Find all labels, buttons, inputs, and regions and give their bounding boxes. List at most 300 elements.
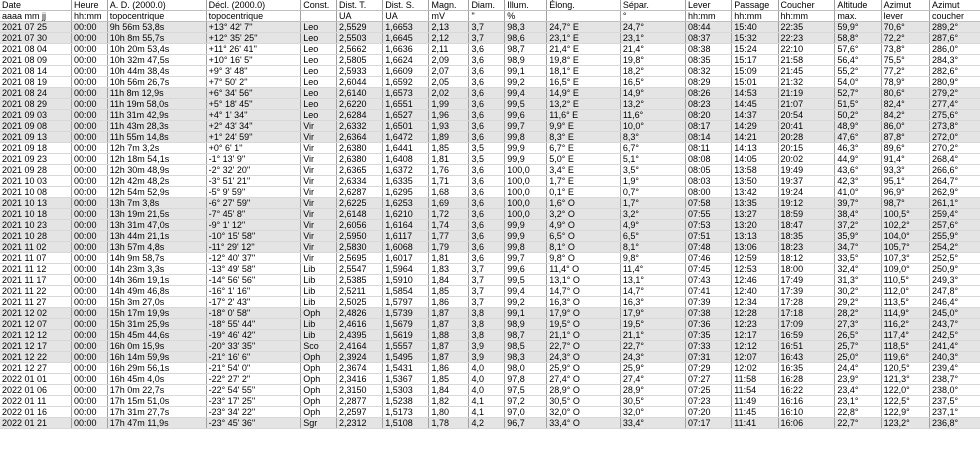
table-cell: 3,9	[469, 341, 505, 352]
table-cell: -11° 29' 12''	[206, 242, 301, 253]
table-cell: 254,2°	[929, 242, 980, 253]
table-row[interactable]	[0, 176, 980, 187]
table-cell: 12h 7m 3,2s	[107, 143, 206, 154]
table-cell: 24,7°	[620, 22, 685, 33]
table-cell: Vir	[301, 253, 337, 264]
table-cell: 00:00	[72, 132, 108, 143]
column-header[interactable]: Dist. S.	[383, 0, 429, 11]
table-cell: 3,7	[469, 297, 505, 308]
table-cell: Vir	[301, 143, 337, 154]
table-cell: 1,87	[429, 341, 469, 352]
table-cell: 11,6° E	[547, 110, 621, 121]
table-cell: 00:00	[72, 363, 108, 374]
table-cell: Leo	[301, 110, 337, 121]
table-cell: 99,7	[505, 253, 547, 264]
table-cell: 18:12	[778, 253, 835, 264]
table-row[interactable]	[0, 132, 980, 143]
column-unit: hh:mm	[732, 11, 778, 22]
table-cell: 1,9°	[620, 176, 685, 187]
table-row[interactable]	[0, 275, 980, 286]
table-cell: Lib	[301, 330, 337, 341]
table-cell: 00:00	[72, 99, 108, 110]
table-cell: 252,5°	[929, 253, 980, 264]
table-cell: 21:58	[778, 55, 835, 66]
table-cell: +2° 43' 34''	[206, 121, 301, 132]
table-cell: 12:34	[732, 297, 778, 308]
table-cell: 12:40	[732, 286, 778, 297]
table-cell: 07:48	[686, 242, 732, 253]
table-cell: 2,11	[429, 44, 469, 55]
table-cell: 00:00	[72, 374, 108, 385]
column-header[interactable]: Passage	[732, 0, 778, 11]
table-cell: Vir	[301, 209, 337, 220]
table-cell: 1,77	[429, 231, 469, 242]
table-cell: 97,2	[505, 396, 547, 407]
table-row[interactable]	[0, 253, 980, 264]
table-cell: 2021 10 18	[0, 209, 72, 220]
column-header[interactable]: Heure	[72, 0, 108, 11]
table-cell: 12:07	[732, 352, 778, 363]
table-cell: 2021 09 23	[0, 154, 72, 165]
table-cell: 12:17	[732, 330, 778, 341]
table-cell: 25,9° O	[547, 363, 621, 374]
table-cell: 07:20	[686, 407, 732, 418]
table-cell: 08:44	[686, 22, 732, 33]
table-cell: Vir	[301, 187, 337, 198]
table-cell: 3,6	[469, 55, 505, 66]
table-cell: 07:36	[686, 319, 732, 330]
table-cell: 38,4°	[835, 209, 881, 220]
table-cell: 99,8	[505, 242, 547, 253]
table-cell: 270,2°	[929, 143, 980, 154]
column-header[interactable]: Coucher	[778, 0, 835, 11]
table-cell: 44,9°	[835, 154, 881, 165]
table-cell: 102,2°	[881, 220, 929, 231]
table-row[interactable]	[0, 418, 980, 429]
column-header[interactable]: Lever	[686, 0, 732, 11]
table-cell: 17:39	[778, 286, 835, 297]
table-cell: 32,0°	[620, 407, 685, 418]
table-cell: 47,6°	[835, 132, 881, 143]
table-cell: 2,6220	[336, 99, 382, 110]
table-cell: Oph	[301, 396, 337, 407]
table-cell: 21:07	[778, 99, 835, 110]
table-cell: 1,6068	[383, 242, 429, 253]
table-cell: 23,1°	[620, 33, 685, 44]
table-row[interactable]	[0, 187, 980, 198]
table-cell: 51,5°	[835, 99, 881, 110]
table-cell: 4,2	[469, 418, 505, 429]
table-cell: +5° 18' 45''	[206, 99, 301, 110]
table-cell: 2,09	[429, 55, 469, 66]
table-cell: 2,3416	[336, 374, 382, 385]
table-cell: 14,7°	[620, 286, 685, 297]
table-cell: 2022 01 11	[0, 396, 72, 407]
table-row[interactable]	[0, 143, 980, 154]
table-cell: 99,9	[505, 154, 547, 165]
table-cell: -21° 54' 0''	[206, 363, 301, 374]
table-cell: 00:00	[72, 44, 108, 55]
table-cell: 14:05	[732, 154, 778, 165]
table-cell: 1,6° O	[547, 198, 621, 209]
table-row[interactable]	[0, 242, 980, 253]
table-cell: -19° 46' 42''	[206, 330, 301, 341]
table-cell: 14h 9m 58,7s	[107, 253, 206, 264]
table-row[interactable]	[0, 99, 980, 110]
table-row[interactable]	[0, 220, 980, 231]
table-cell: 08:11	[686, 143, 732, 154]
column-header[interactable]: Décl. (2000.0)	[206, 0, 301, 11]
table-row[interactable]	[0, 154, 980, 165]
table-cell: 15h 45m 44,6s	[107, 330, 206, 341]
table-cell: 15:17	[732, 55, 778, 66]
table-row[interactable]	[0, 341, 980, 352]
column-header[interactable]: Azimut	[881, 0, 929, 11]
table-cell: 289,2°	[929, 22, 980, 33]
table-cell: 17h 15m 51,0s	[107, 396, 206, 407]
table-cell: 1,84	[429, 275, 469, 286]
table-cell: 1,6117	[383, 231, 429, 242]
table-cell: 13h 31m 47,0s	[107, 220, 206, 231]
table-cell: 00:00	[72, 253, 108, 264]
table-body	[0, 22, 980, 429]
table-cell: 3,6	[469, 132, 505, 143]
table-cell: 21,1° O	[547, 330, 621, 341]
table-cell: -3° 51' 21''	[206, 176, 301, 187]
table-cell: 1,85	[429, 143, 469, 154]
table-cell: 17:18	[778, 308, 835, 319]
table-row[interactable]	[0, 209, 980, 220]
table-row[interactable]	[0, 286, 980, 297]
table-cell: 14h 49m 46,8s	[107, 286, 206, 297]
table-cell: 2,2597	[336, 407, 382, 418]
table-cell: 110,5°	[881, 275, 929, 286]
table-cell: 1,5557	[383, 341, 429, 352]
table-cell: 17h 0m 22,7s	[107, 385, 206, 396]
table-cell: 00:00	[72, 220, 108, 231]
table-cell: 3,6	[469, 77, 505, 88]
table-cell: 1,5964	[383, 264, 429, 275]
table-cell: 2,6287	[336, 187, 382, 198]
table-cell: 13h 57m 4,8s	[107, 242, 206, 253]
table-cell: 48,9°	[835, 121, 881, 132]
table-cell: 2021 12 02	[0, 308, 72, 319]
table-cell: 00:00	[72, 22, 108, 33]
table-cell: -16° 1' 16''	[206, 286, 301, 297]
table-row[interactable]	[0, 352, 980, 363]
table-cell: 07:39	[686, 297, 732, 308]
table-row[interactable]	[0, 66, 980, 77]
table-cell: 24,3°	[620, 352, 685, 363]
table-cell: 238,7°	[929, 374, 980, 385]
table-cell: 17:28	[778, 297, 835, 308]
table-cell: 122,9°	[881, 407, 929, 418]
table-cell: 2021 10 28	[0, 231, 72, 242]
table-row[interactable]	[0, 88, 980, 99]
table-cell: 2,6380	[336, 143, 382, 154]
table-cell: 1,5739	[383, 308, 429, 319]
table-cell: 2021 08 04	[0, 44, 72, 55]
table-cell: 2,5211	[336, 286, 382, 297]
table-cell: 1,85	[429, 286, 469, 297]
table-cell: 279,2°	[929, 88, 980, 99]
table-cell: 78,9°	[881, 77, 929, 88]
table-cell: 07:31	[686, 352, 732, 363]
table-cell: 25,0°	[835, 352, 881, 363]
table-cell: -5° 9' 59''	[206, 187, 301, 198]
column-header[interactable]: Magn.	[429, 0, 469, 11]
table-cell: 1,72	[429, 209, 469, 220]
table-cell: +7° 50' 2''	[206, 77, 301, 88]
table-cell: 286,0°	[929, 44, 980, 55]
table-cell: 00:00	[72, 231, 108, 242]
table-cell: 259,4°	[929, 209, 980, 220]
table-cell: -1° 13' 9''	[206, 154, 301, 165]
table-cell: 99,4	[505, 88, 547, 99]
table-cell: -21° 16' 6''	[206, 352, 301, 363]
column-header[interactable]: Const.	[301, 0, 337, 11]
table-row[interactable]	[0, 374, 980, 385]
table-row[interactable]	[0, 22, 980, 33]
table-cell: 22,8°	[835, 407, 881, 418]
table-row[interactable]	[0, 165, 980, 176]
table-cell: 98,3	[505, 352, 547, 363]
table-cell: 2022 01 21	[0, 418, 72, 429]
table-cell: 2,3150	[336, 385, 382, 396]
column-unit: topocentrique	[107, 11, 206, 22]
table-cell: 17h 47m 11,9s	[107, 418, 206, 429]
table-row[interactable]	[0, 264, 980, 275]
table-cell: 22:10	[778, 44, 835, 55]
table-row[interactable]	[0, 55, 980, 66]
table-cell: 2,6148	[336, 209, 382, 220]
table-row[interactable]	[0, 308, 980, 319]
table-cell: 20:02	[778, 154, 835, 165]
table-cell: 99,6	[505, 264, 547, 275]
column-unit: hh:mm	[778, 11, 835, 22]
table-cell: 2021 09 18	[0, 143, 72, 154]
table-cell: 2,05	[429, 77, 469, 88]
table-cell: 15h 31m 25,9s	[107, 319, 206, 330]
table-cell: 13h 7m 3,8s	[107, 198, 206, 209]
table-row[interactable]	[0, 407, 980, 418]
table-cell: +12° 35' 25''	[206, 33, 301, 44]
table-cell: 9,8°	[620, 253, 685, 264]
table-cell: 00:00	[72, 187, 108, 198]
table-row[interactable]	[0, 33, 980, 44]
table-cell: 07:41	[686, 286, 732, 297]
column-header[interactable]: Sépar.	[620, 0, 685, 11]
table-cell: 99,2	[505, 77, 547, 88]
table-cell: 1,96	[429, 110, 469, 121]
column-header[interactable]: Date	[0, 0, 72, 11]
column-unit: hh:mm	[686, 11, 732, 22]
table-cell: 12:12	[732, 341, 778, 352]
column-unit: UA	[383, 11, 429, 22]
table-cell: 3,6	[469, 99, 505, 110]
table-cell: 13,2°	[620, 99, 685, 110]
table-cell: 268,4°	[929, 154, 980, 165]
table-row[interactable]	[0, 330, 980, 341]
table-cell: 07:53	[686, 220, 732, 231]
table-cell: 14:29	[732, 121, 778, 132]
table-cell: 1,6624	[383, 55, 429, 66]
table-cell: 2,6056	[336, 220, 382, 231]
table-row[interactable]	[0, 297, 980, 308]
table-cell: 15:24	[732, 44, 778, 55]
table-cell: 1,6636	[383, 44, 429, 55]
column-header[interactable]: Dist. T.	[336, 0, 382, 11]
table-cell: 8,3°	[620, 132, 685, 143]
table-cell: 1,87	[429, 319, 469, 330]
table-cell: 3,6	[469, 110, 505, 121]
table-cell: 12h 42m 48,2s	[107, 176, 206, 187]
table-cell: 21,1°	[620, 330, 685, 341]
table-cell: 1,84	[429, 385, 469, 396]
table-cell: 00:00	[72, 88, 108, 99]
table-row[interactable]	[0, 363, 980, 374]
table-cell: 1,6653	[383, 22, 429, 33]
column-unit: max.	[835, 11, 881, 22]
table-cell: 08:03	[686, 176, 732, 187]
table-row[interactable]	[0, 198, 980, 209]
table-cell: 07:43	[686, 275, 732, 286]
table-cell: 266,6°	[929, 165, 980, 176]
table-cell: 75,5°	[881, 55, 929, 66]
table-cell: 07:55	[686, 209, 732, 220]
table-cell: 77,2°	[881, 66, 929, 77]
table-cell: 1,6295	[383, 187, 429, 198]
table-cell: 00:00	[72, 330, 108, 341]
table-cell: 21:32	[778, 77, 835, 88]
table-cell: 119,6°	[881, 352, 929, 363]
table-cell: 27,3°	[835, 319, 881, 330]
table-cell: 00:00	[72, 110, 108, 121]
column-header[interactable]: A. D. (2000.0)	[107, 0, 206, 11]
table-row[interactable]	[0, 385, 980, 396]
table-cell: 18:35	[778, 231, 835, 242]
table-cell: 1,6210	[383, 209, 429, 220]
table-cell: 14,7° O	[547, 286, 621, 297]
table-cell: 11h 31m 42,9s	[107, 110, 206, 121]
table-cell: 16:35	[778, 363, 835, 374]
table-cell: 14:53	[732, 88, 778, 99]
table-cell: 82,4°	[881, 99, 929, 110]
table-cell: +6° 34' 56''	[206, 88, 301, 99]
table-cell: 00:00	[72, 121, 108, 132]
table-cell: Lib	[301, 297, 337, 308]
table-cell: 1,5797	[383, 297, 429, 308]
table-cell: 98,7	[505, 330, 547, 341]
table-cell: 32,0° O	[547, 407, 621, 418]
column-header[interactable]: Azimut	[929, 0, 980, 11]
table-cell: 08:26	[686, 88, 732, 99]
column-header[interactable]: Illum.	[505, 0, 547, 11]
table-cell: 2,5025	[336, 297, 382, 308]
table-cell: Leo	[301, 44, 337, 55]
table-cell: 98,3	[505, 22, 547, 33]
table-cell: 57,6°	[835, 44, 881, 55]
table-cell: 98,7°	[881, 198, 929, 209]
table-cell: 11:54	[732, 385, 778, 396]
table-cell: 11h 55m 14,8s	[107, 132, 206, 143]
table-cell: 99,7	[505, 121, 547, 132]
table-cell: 3,6	[469, 88, 505, 99]
table-cell: 16:28	[778, 374, 835, 385]
table-cell: 4,0	[469, 374, 505, 385]
table-row[interactable]	[0, 319, 980, 330]
table-cell: Leo	[301, 77, 337, 88]
table-cell: 2021 09 03	[0, 110, 72, 121]
table-cell: 8,3° E	[547, 132, 621, 143]
table-cell: 3,9	[469, 352, 505, 363]
table-cell: Oph	[301, 407, 337, 418]
table-cell: 2,6225	[336, 198, 382, 209]
table-cell: 1,6372	[383, 165, 429, 176]
table-cell: 107,3°	[881, 253, 929, 264]
table-cell: 4,1	[469, 407, 505, 418]
table-cell: 39,7°	[835, 198, 881, 209]
table-row[interactable]	[0, 77, 980, 88]
table-cell: -2° 32' 20''	[206, 165, 301, 176]
table-cell: 2021 10 13	[0, 198, 72, 209]
table-row[interactable]	[0, 44, 980, 55]
table-cell: 0,1° E	[547, 187, 621, 198]
table-cell: 2021 11 27	[0, 297, 72, 308]
table-cell: 1,5108	[383, 418, 429, 429]
table-cell: -7° 45' 8''	[206, 209, 301, 220]
table-cell: 70,6°	[881, 22, 929, 33]
table-cell: 3,6	[469, 44, 505, 55]
column-header[interactable]: Diam.	[469, 0, 505, 11]
table-cell: 08:08	[686, 154, 732, 165]
table-cell: 10h 56m 26,7s	[107, 77, 206, 88]
table-cell: Leo	[301, 33, 337, 44]
table-cell: Vir	[301, 132, 337, 143]
table-cell: 99,1	[505, 66, 547, 77]
table-cell: 284,3°	[929, 55, 980, 66]
table-row[interactable]	[0, 396, 980, 407]
table-cell: 11:49	[732, 396, 778, 407]
table-cell: 19,5° O	[547, 319, 621, 330]
table-cell: 1,80	[429, 407, 469, 418]
column-header[interactable]: Altitude	[835, 0, 881, 11]
table-cell: 98,9	[505, 319, 547, 330]
table-cell: 13,1°	[620, 275, 685, 286]
table-cell: 22,7°	[620, 341, 685, 352]
table-cell: 2,5805	[336, 55, 382, 66]
table-row[interactable]	[0, 121, 980, 132]
table-row[interactable]	[0, 231, 980, 242]
table-cell: 16:43	[778, 352, 835, 363]
table-cell: 14,9° E	[547, 88, 621, 99]
table-cell: 20:41	[778, 121, 835, 132]
table-cell: 3,2° O	[547, 209, 621, 220]
table-cell: 18,2°	[620, 66, 685, 77]
table-cell: 16:16	[778, 396, 835, 407]
column-header[interactable]: Élong.	[547, 0, 621, 11]
table-cell: 3,7	[469, 264, 505, 275]
table-cell: 73,8°	[881, 44, 929, 55]
table-cell: 15:40	[732, 22, 778, 33]
table-cell: 272,0°	[929, 132, 980, 143]
table-cell: 00:00	[72, 308, 108, 319]
table-cell: Vir	[301, 242, 337, 253]
table-cell: 2021 11 17	[0, 275, 72, 286]
table-cell: 13:20	[732, 220, 778, 231]
table-cell: 16:10	[778, 407, 835, 418]
table-row[interactable]	[0, 110, 980, 121]
